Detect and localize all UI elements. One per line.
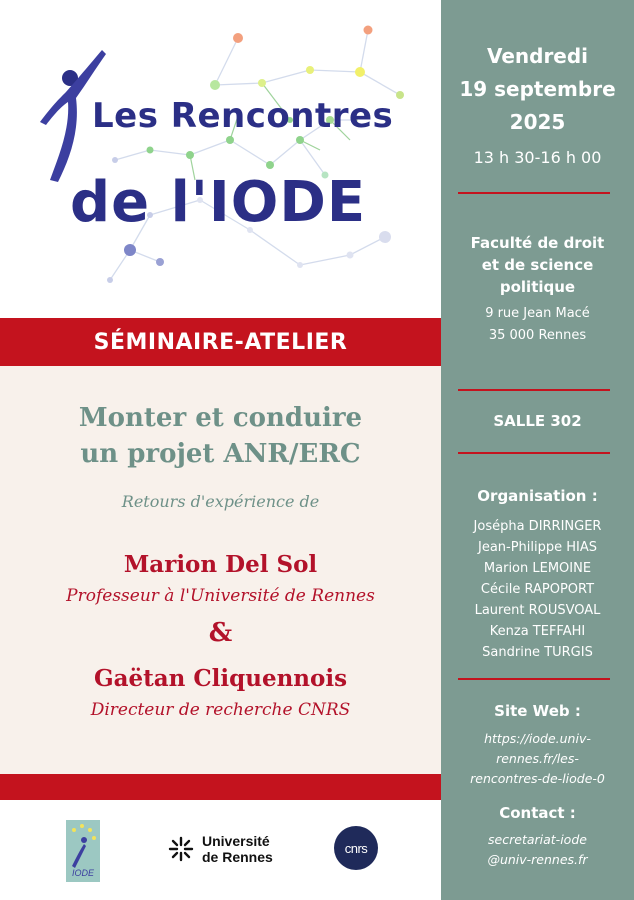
separator-1 bbox=[458, 192, 610, 194]
de-rennes-label: de Rennes bbox=[202, 849, 273, 865]
room-label: SALLE 302 bbox=[493, 412, 582, 430]
seminar-banner: SÉMINAIRE-ATELIER bbox=[0, 318, 441, 366]
separator-3 bbox=[458, 452, 610, 454]
venue-line-1: Faculté de droit bbox=[470, 234, 605, 252]
venue-line-2: et de science bbox=[481, 256, 594, 274]
venue-name bbox=[441, 232, 634, 298]
speaker-2-name: Gaëtan Cliquennois bbox=[93, 665, 348, 692]
contact-heading: Contact : bbox=[499, 804, 576, 822]
event-title bbox=[0, 400, 441, 472]
universite-de-rennes-emblem-icon bbox=[168, 836, 194, 862]
cnrs-logo: cnrs bbox=[334, 826, 378, 870]
website-line-3: rencontres-de-liode-0 bbox=[470, 771, 605, 786]
event-day-month: 19 septembre bbox=[459, 77, 616, 101]
speaker-2-role: Directeur de recherche CNRS bbox=[90, 700, 351, 720]
main-content bbox=[0, 366, 441, 774]
speaker-1-role: Professeur à l'Université de Rennes bbox=[66, 586, 375, 606]
iode-logo bbox=[66, 820, 100, 882]
logo-line-2: de l'IODE bbox=[70, 170, 367, 235]
organiser-item: Joséphа DIRRINGER bbox=[473, 519, 602, 534]
universite-label: Université bbox=[202, 833, 270, 849]
contact-line-1: secretariat-iode bbox=[488, 832, 587, 847]
separator-2 bbox=[458, 389, 610, 391]
ampersand: & bbox=[208, 618, 233, 648]
website-heading: Site Web : bbox=[494, 702, 581, 720]
event-time: 13 h 30-16 h 00 bbox=[473, 148, 602, 167]
website-line-1: https://iode.univ- bbox=[484, 731, 591, 746]
event-subtitle: Retours d'expérience de bbox=[121, 492, 320, 511]
universite-de-rennes-logo bbox=[168, 833, 273, 865]
event-day: Vendredi bbox=[486, 44, 589, 68]
speaker-1-name: Marion Del Sol bbox=[123, 551, 318, 578]
contact-line-2: @univ-rennes.fr bbox=[487, 852, 588, 867]
footer-red-strip bbox=[0, 774, 441, 800]
iode-logo-text: IODE bbox=[71, 868, 95, 878]
address-line-1: 9 rue Jean Macé bbox=[485, 306, 590, 321]
event-date bbox=[441, 40, 634, 139]
event-title-line-1: Monter et conduire bbox=[78, 403, 363, 433]
partner-logos bbox=[0, 800, 441, 900]
organiser-item: Marion LEMOINE bbox=[483, 561, 592, 576]
venue-line-3: politique bbox=[499, 278, 576, 296]
contact-email[interactable] bbox=[441, 830, 634, 870]
organiser-item: Laurent ROUSVOAL bbox=[474, 603, 601, 618]
hero-logo-area bbox=[0, 0, 441, 318]
event-title-line-2: un projet ANR/ERC bbox=[80, 439, 361, 469]
organisers-list bbox=[441, 516, 634, 663]
organiser-item: Cécile RAPOPORT bbox=[480, 582, 595, 597]
event-year: 2025 bbox=[509, 110, 566, 134]
universite-de-rennes-text bbox=[202, 833, 273, 865]
organiser-item: Kenza TEFFAHI bbox=[489, 624, 586, 639]
website-link[interactable] bbox=[455, 729, 620, 789]
organiser-item: Sandrine TURGIS bbox=[482, 645, 593, 660]
organiser-item: Jean-Philippe HIAS bbox=[477, 540, 598, 555]
info-sidebar bbox=[441, 0, 634, 900]
logo-line-1: Les Rencontres bbox=[92, 96, 394, 136]
venue-address bbox=[441, 303, 634, 347]
address-line-2: 35 000 Rennes bbox=[488, 328, 587, 343]
organisation-heading: Organisation : bbox=[477, 487, 598, 505]
website-line-2: rennes.fr/les- bbox=[496, 751, 579, 766]
separator-4 bbox=[458, 678, 610, 680]
